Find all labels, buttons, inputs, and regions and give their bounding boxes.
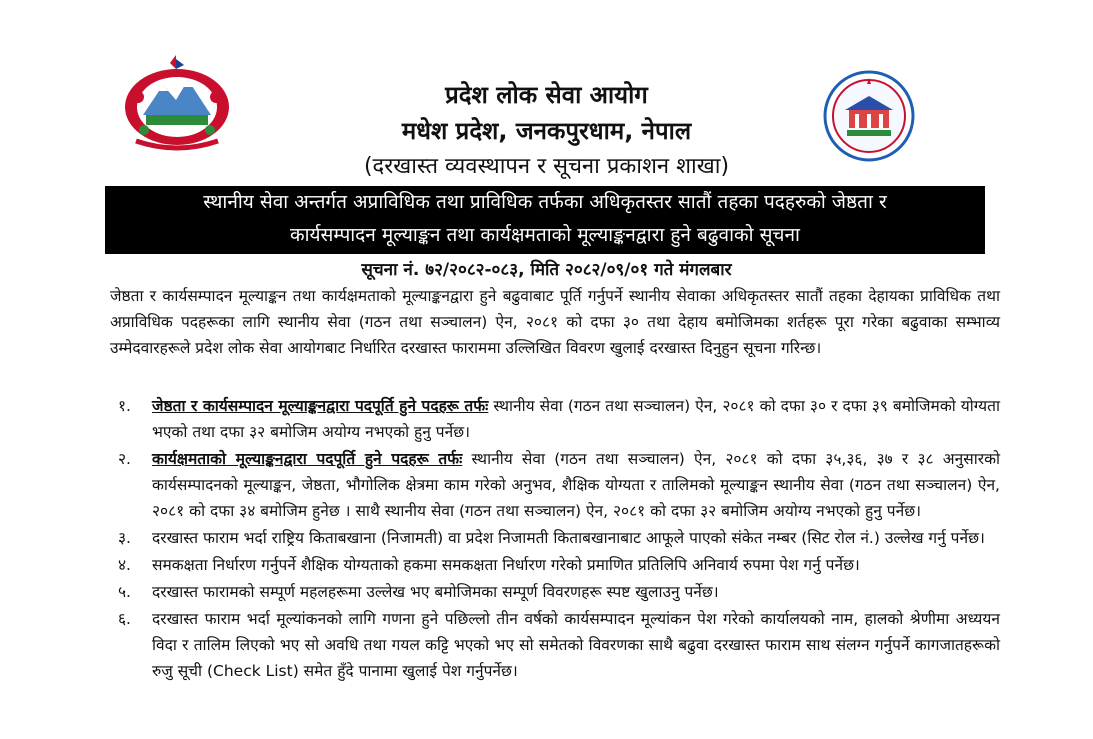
notice-headline-banner (105, 186, 985, 254)
item-number: ६. (118, 610, 131, 628)
item-number: ४. (118, 556, 131, 574)
notice-number: सूचना नं. ७२/२०८२-०८३, मिति २०८२/०९/०१ गते मंगलबार (361, 260, 732, 280)
section-name: (दरखास्त व्यवस्थापन र सूचना प्रकाशन शाखा) (363, 154, 730, 179)
list-item (110, 393, 1000, 445)
document-header (0, 0, 1093, 185)
list-item (110, 446, 1000, 524)
item-text: स्थानीय सेवा (गठन तथा सञ्चालन) ऐन, २०८१ को दफा ३५,३६, ३७ र ३८ अनुसारको कार्यसम्पादनको मूल्याङ्कन, जेष्ठता, भौगोलिक क्षेत्रमा काम गरेको अनुभव, शैक्षिक योग्यता र तालिमको मूल्याङ्कन स्थानीय सेवा (गठन तथा सञ्चालन) ऐन, २०८१ को दफा ३४ बमोजिम हुनेछ । साथै स्थानीय सेवा (गठन तथा सञ्चालन) ऐन, २०८१ को दफा ३२ बमोजिम अयोग्य नभएको हुनु पर्नेछ। (152, 450, 1001, 520)
item-text: समकक्षता निर्धारण गर्नुपर्ने शैक्षिक योग्यताको हकमा समकक्षता निर्धारण गरेको प्रमाणित प्रतिलिपि अनिवार्य रुपमा पेश गर्नु पर्नेछ। (152, 556, 860, 574)
item-text: दरखास्त फारामको सम्पूर्ण महलहरूमा उल्लेख भए बमोजिमका सम्पूर्ण विवरणहरू स्पष्ट खुलाउनु पर्नेछ। (152, 583, 719, 601)
item-text: स्थानीय सेवा (गठन तथा सञ्चालन) ऐन, २०८१ को दफा ३० र दफा ३९ बमोजिमको योग्यता भएको तथा दफा ३२ बमोजिम अयोग्य नभएको हुनु पर्नेछ। (152, 397, 1001, 441)
list-item (110, 552, 1000, 578)
item-number: २. (118, 450, 131, 468)
item-text: दरखास्त फाराम भर्दा मूल्यांकनको लागि गणना हुने पछिल्लो तीन वर्षको कार्यसम्पादन मूल्यांकन पेश गरेको कार्यालयको नाम, हालको श्रेणीमा अध्ययन विदा र तालिम लिएको भए सो अवधि तथा गयल कट्टि भएको भए सो समेतको विवरणका साथै बढुवा दरखास्त फाराम साथ संलग्न गर्नुपर्ने कागजातहरूको रुजु सूची (Check List) समेत हुँदे पानामा खुलाई पेश गर्नुपर्नेछ। (152, 610, 1000, 680)
conditions-list (110, 393, 1000, 685)
banner-line-1: स्थानीय सेवा अन्तर्गत अप्राविधिक तथा प्राविधिक तर्फका अधिकृतस्तर सातौं तहका पदहरुको जेष्ठता र (203, 191, 887, 213)
list-item (110, 606, 1000, 684)
commission-location: मधेश प्रदेश, जनकपुरधाम, नेपाल (401, 117, 692, 145)
banner-line-2: कार्यसम्पादन मूल्याङ्कन तथा कार्यक्षमताको मूल्याङ्कनद्वारा हुने बढुवाको सूचना (290, 224, 800, 246)
list-item (110, 579, 1000, 605)
item-number: ३. (118, 529, 131, 547)
list-item (110, 525, 1000, 551)
item-number: ५. (118, 583, 131, 601)
item-text: दरखास्त फाराम भर्दा राष्ट्रिय किताबखाना (निजामती) वा प्रदेश निजामती किताबखानाबाट आफूले पाएको संकेत नम्बर (सिट रोल नं.) उल्लेख गर्नु पर्नेछ। (152, 529, 985, 547)
commission-title: प्रदेश लोक सेवा आयोग (445, 81, 648, 109)
psc-madhesh-seal-icon (815, 70, 923, 162)
item-number: १. (118, 397, 131, 415)
intro-paragraph: जेष्ठता र कार्यसम्पादन मूल्याङ्कन तथा कार्यक्षमताको मूल्याङ्कनद्वारा हुने बढुवाबाट पूर्ति गर्नुपर्ने स्थानीय सेवाका अधिकृतस्तर सातौं तहका देहायका प्राविधिक तथा अप्राविधिक पदहरूका लागि स्थानीय सेवा (गठन तथा सञ्चालन) ऐन, २०८१ को दफा ३० तथा देहाय बमोजिमका शर्तहरू पूरा गरेका बढुवाका सम्भाव्य उम्मेदवारहरूले प्रदेश लोक सेवा आयोगबाट निर्धारित दरखास्त फाराममा उल्लिखित विवरण खुलाई दरखास्त दिनुहुन सूचना गरिन्छ। (110, 287, 1000, 357)
item-heading: जेष्ठता र कार्यसम्पादन मूल्याङ्कनद्वारा पदपूर्ति हुने पदहरू तर्फः (152, 397, 489, 415)
item-heading: कार्यक्षमताको मूल्याङ्कनद्वारा पदपूर्ति हुने पदहरू तर्फः (152, 450, 463, 468)
